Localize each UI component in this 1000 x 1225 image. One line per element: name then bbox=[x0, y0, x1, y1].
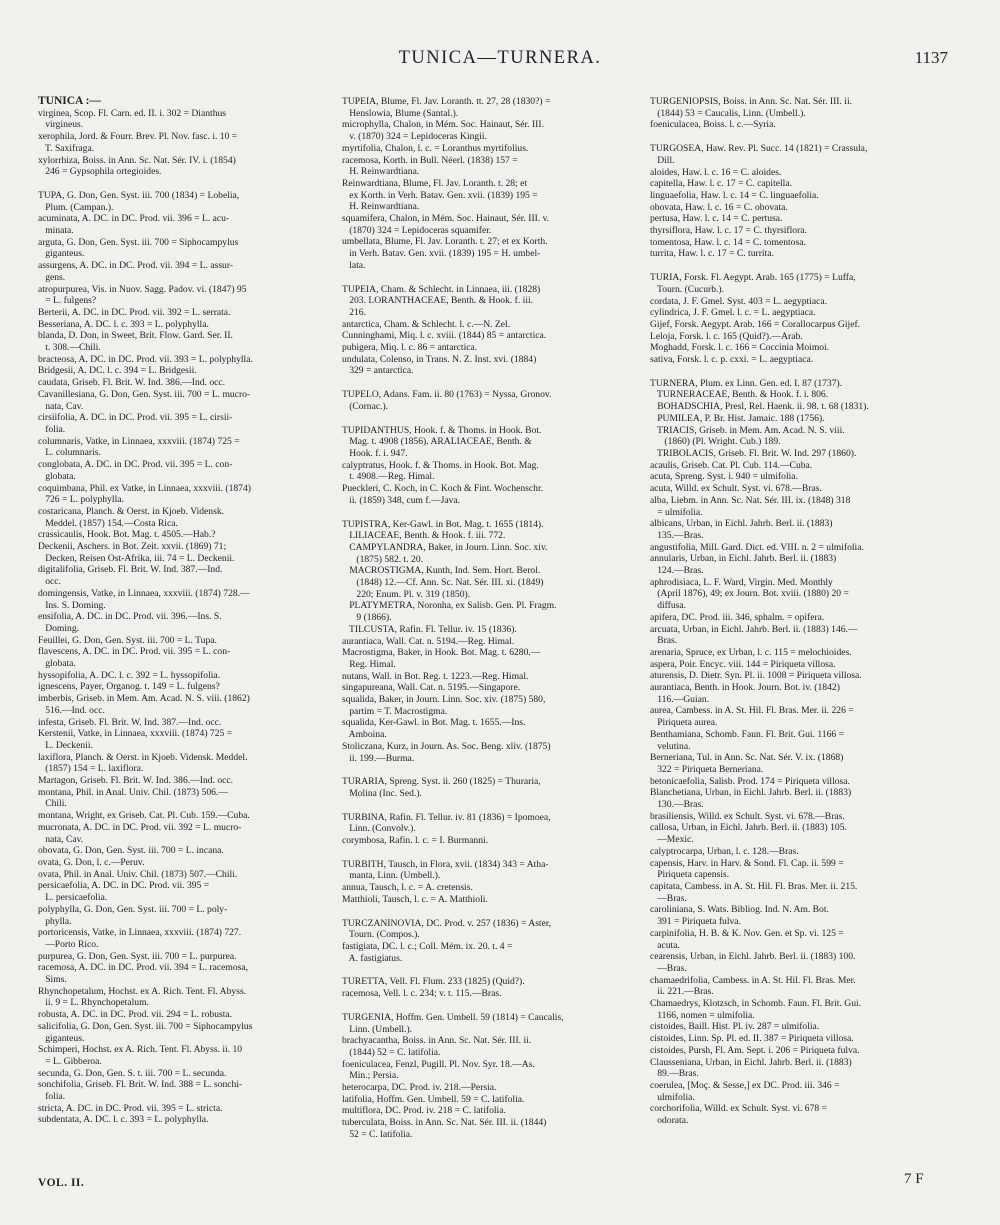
entry-line: TILCUSTA, Rafin. Fl. Tellur. iv. 15 (1836). bbox=[342, 623, 517, 635]
entry-line: brachyacantha, Boiss. in Ann. Sc. Nat. Sér. III. ii. bbox=[342, 1035, 532, 1047]
entry-line: Berneriana, Tul. in Ann. Sc. Nat. Sér. V. ix. (1868) bbox=[650, 752, 844, 764]
entry-line: squalida, Baker, in Journ. Linn. Soc. xiv. (1875) 580, bbox=[342, 694, 546, 706]
entry-line: Kerstenii, Vatke, in Linnaea, xxxviii. (1874) 725 = bbox=[38, 728, 233, 740]
entry-line: t. 308.—Chili. bbox=[38, 342, 101, 354]
entry-line: aurea, Cambess. in A. St. Hil. Fl. Bras. Mer. ii. 226 = bbox=[650, 705, 854, 717]
entry-line: (1844) 53 = Caucalis, Linn. (Umbell.). bbox=[650, 107, 806, 119]
entry-line: Sims. bbox=[38, 974, 67, 986]
entry-line: (Cornac.). bbox=[342, 400, 389, 412]
entry-line: obovata, G. Don, Gen. Syst. iii. 700 = L. incana. bbox=[38, 845, 224, 857]
entry-line: 246 = Gypsophila ortegioides. bbox=[38, 166, 162, 178]
entry-line: TURBITH, Tausch, in Flora, xvii. (1834) 343 = Atha- bbox=[342, 858, 549, 870]
entry-line: TURNERACEAE, Benth. & Hook. f. i. 806. bbox=[650, 389, 829, 401]
entry-line: diffusa. bbox=[650, 600, 687, 612]
entry-line: calyptratus, Hook. f. & Thoms. in Hook. Bot. Mag. bbox=[342, 459, 539, 471]
entry-line: Besseriana, A. DC. l. c. 393 = L. polyphylla. bbox=[38, 318, 209, 330]
entry-line: digitalifolia, Griseb. Fl. Brit. W. Ind. 387.—Ind. bbox=[38, 564, 223, 576]
entry-line: globata. bbox=[38, 658, 76, 670]
entry-line: TRIBOLACIS, Griseb. Fl. Brit. W. Ind. 297 (1860). bbox=[650, 447, 857, 459]
entry-line: Decken, Reisen Ost-Afrika, iii. 74 = L. Deckenii. bbox=[38, 552, 235, 564]
entry-line: TURGOSEA, Haw. Rev. Pl. Succ. 14 (1821) = Crassula, bbox=[650, 143, 868, 155]
entry-line: Deckenii, Aschers. in Bot. Zeit. xxvii. (1869) 71; bbox=[38, 541, 227, 553]
entry-line: TRIACIS, Griseb. in Mem. Am. Acad. N. S. viii. bbox=[650, 424, 845, 436]
index-entry bbox=[650, 272, 962, 366]
entry-line: annua, Tausch, l. c. = A. cretensis. bbox=[342, 882, 473, 894]
entry-line: aloides, Haw. l. c. 16 = C. aloides. bbox=[650, 166, 782, 178]
entry-line: domingensis, Vatke, in Linnaea, xxxviii. (1874) 728.— bbox=[38, 587, 250, 599]
entry-line: acuta, Willd. ex Schult. Syst. vi. 678.—Bras. bbox=[650, 483, 822, 495]
entry-line: montana, Phil. in Anal. Univ. Chil. (1873) 506.— bbox=[38, 786, 228, 798]
entry-line: mucronata, A. DC. in DC. Prod. vii. 392 = L. mucro- bbox=[38, 821, 242, 833]
entry-line: blanda, D. Don, in Sweet, Brit. Flow. Gard. Ser. II. bbox=[38, 330, 233, 342]
entry-line: acaulis, Griseb. Cat. Pl. Cub. 114.—Cuba. bbox=[650, 459, 813, 471]
entry-line: (April 1876), 49; ex Journ. Bot. xviii. (1880) 20 = bbox=[650, 588, 849, 600]
entry-line: turrita, Haw. l. c. 17 = C. turrita. bbox=[650, 248, 774, 260]
entry-line: infesta, Griseb. Fl. Brit. W. Ind. 387.—Ind. occ. bbox=[38, 716, 222, 728]
entry-line: Cavanillesiana, G. Don, Gen. Syst. iii. 700 = L. mucro- bbox=[38, 388, 251, 400]
entry-line: myrtifolia, Chalon, l. c. = Loranthus myrtifolius. bbox=[342, 142, 529, 154]
entry-line: 135.—Bras. bbox=[650, 529, 704, 541]
entry-line: Henslowia, Blume (Santal.). bbox=[342, 107, 459, 119]
entry-line: pertusa, Haw. l. c. 14 = C. pertusa. bbox=[650, 213, 783, 225]
entry-line: minata. bbox=[38, 225, 74, 237]
entry-line: BOHADSCHIA, Presl, Rel. Haenk. ii. 98. t. 68 (1831). bbox=[650, 401, 869, 413]
entry-line: TUPA, G. Don, Gen. Syst. iii. 700 (1834) = Lobelia, bbox=[38, 189, 240, 201]
entry-line: Ins. S. Doming. bbox=[38, 599, 106, 611]
entry-line: TUPISTRA, Ker-Gawl. in Bot. Mag. t. 1655 (1814). bbox=[342, 518, 544, 530]
column-2 bbox=[342, 96, 634, 1153]
entry-line: ovata, G. Don, l. c.—Peruv. bbox=[38, 857, 145, 868]
entry-line: (1844) 52 = C. latifolia. bbox=[342, 1046, 441, 1058]
entry-line: albicans, Urban, in Eichl. Jahrb. Berl. ii. (1883) bbox=[650, 518, 833, 530]
entry-line: nutans, Wall. in Bot. Reg. t. 1223.—Reg. Himal. bbox=[342, 670, 529, 682]
entry-line: 203. LORANTHACEAE, Benth. & Hook. f. iii. bbox=[342, 295, 534, 307]
entry-line: TURIA, Forsk. Fl. Aegypt. Arab. 165 (1775) = Luffa, bbox=[650, 272, 856, 284]
entry-line: (1860) (Pl. Wright. Cub.) 189. bbox=[650, 436, 781, 448]
entry-line: v. (1870) 324 = Lepidoceras Kingii. bbox=[342, 131, 487, 143]
entry-line: TUPEIA, Cham. & Schlecht. in Linnaea, iii. (1828) bbox=[342, 283, 541, 295]
entry-line: TUPELO, Adans. Fam. ii. 80 (1763) = Nyssa, Gronov. bbox=[342, 389, 552, 401]
entry-line: 216. bbox=[342, 306, 366, 318]
entry-line: umbellata, Blume, Fl. Jav. Loranth. t. 27; et ex Korth. bbox=[342, 236, 548, 248]
entry-line: Molina (Inc. Sed.). bbox=[342, 787, 422, 799]
entry-line: MACROSTIGMA, Kunth, Ind. Sem. Hort. Berol. bbox=[342, 565, 541, 577]
entry-line: partim = T. Macrostigma. bbox=[342, 705, 448, 717]
index-entry bbox=[650, 143, 962, 260]
entry-line: portoricensis, Vatke, in Linnaea, xxxviii. (1874) 727. bbox=[38, 927, 242, 939]
entry-line: Amboina. bbox=[342, 729, 387, 741]
entry-line: ex Korth. in Verh. Batav. Gen. xvii. (1839) 195 = bbox=[342, 189, 538, 201]
entry-line: in Verh. Batav. Gen. xvii. (1839) 195 = H. umbel- bbox=[342, 248, 541, 260]
entry-line: Reg. Himal. bbox=[342, 658, 396, 670]
entry-line: apifera, DC. Prod. iii. 346, sphalm. = opifera. bbox=[650, 611, 825, 623]
entry-line: squalida, Ker-Gawl. in Bot. Mag. t. 1655.—Ins. bbox=[342, 717, 526, 729]
entry-line: aurantiaca, Benth. in Hook. Journ. Bot. iv. (1842) bbox=[650, 682, 840, 694]
entry-line: foeniculacea, Fenzl, Pugill. Pl. Nov. Syr. 18.—As. bbox=[342, 1058, 535, 1070]
page-number: 1137 bbox=[914, 48, 948, 67]
entry-line: acuta, Spreng. Syst. i. 940 = ulmifolia. bbox=[650, 471, 798, 483]
entry-line: (1857) 154 = L. laxiflora. bbox=[38, 763, 144, 775]
entry-line: arenaria, Spruce, ex Urban, l. c. 115 = melochioides. bbox=[650, 646, 852, 658]
entry-line: 220; Enum. Pl. v. 319 (1850). bbox=[342, 588, 471, 600]
entry-line: t. 4908.—Reg. Himal. bbox=[342, 471, 435, 483]
entry-line: phylla. bbox=[38, 915, 72, 927]
entry-line: 130.—Bras. bbox=[650, 799, 704, 811]
entry-line: cirsiifolia, A. DC. in DC. Prod. vii. 395 = L. cirsii- bbox=[38, 412, 233, 424]
entry-line: cylindrica, J. F. Gmel. l. c. = L. aegyptiaca. bbox=[650, 307, 816, 319]
section-heading: TUNICA :— bbox=[38, 95, 101, 107]
entry-line: velutina. bbox=[650, 740, 691, 752]
entry-line: odorata. bbox=[650, 1115, 689, 1127]
index-entry bbox=[342, 425, 634, 507]
entry-line: occ. bbox=[38, 576, 61, 588]
entry-line: ignescens, Payer, Organog. t. 149 = L. fulgens? bbox=[38, 681, 220, 693]
entry-line: 116.—Guian. bbox=[650, 693, 710, 705]
entry-line: T. Saxifraga. bbox=[38, 142, 95, 154]
entry-line: antarctica, Cham. & Schlecht. l. c.—N. Zel. bbox=[342, 318, 511, 330]
entry-line: salicifolia, G. Don, Gen. Syst. iii. 700 = Siphocampylus bbox=[38, 1020, 253, 1032]
entry-line: ii. 199.—Burma. bbox=[342, 752, 415, 764]
entry-line: capensis, Harv. in Harv. & Sond. Fl. Cap. ii. 599 = bbox=[650, 857, 844, 869]
entry-line: robusta, A. DC. in DC. Prod. vii. 294 = L. robusta. bbox=[38, 1009, 233, 1021]
entry-line: Chili. bbox=[38, 798, 67, 810]
entry-line: callosa, Urban, in Eichl. Jahrb. Berl. ii. (1883) 105. bbox=[650, 822, 847, 834]
entry-line: TUPEIA, Blume, Fl. Jav. Loranth. tt. 27, 28 (1830?) = bbox=[342, 96, 551, 107]
entry-line: TURBINA, Rafin. Fl. Tellur. iv. 81 (1836) = Ipomoea, bbox=[342, 811, 551, 823]
entry-line: TURGENIA, Hoffm. Gen. Umbell. 59 (1814) = Caucalis, bbox=[342, 1011, 564, 1023]
entry-line: racemosa, A. DC. in DC. Prod. vii. 394 = L. racemosa, bbox=[38, 962, 249, 974]
entry-line: obovata, Haw. l. c. 16 = C. obovata. bbox=[650, 201, 788, 213]
entry-line: giganteus. bbox=[38, 248, 85, 260]
entry-line: sonchifolia, Griseb. Fl. Brit. W. Ind. 388 = L. sonchi- bbox=[38, 1079, 243, 1091]
index-entry bbox=[342, 776, 634, 799]
entry-line: Benthamiana, Schomb. Faun. Fl. Brit. Gui. 1166 = bbox=[650, 728, 844, 740]
entry-line: linguaefolia, Haw. l. c. 14 = C. linguaefolia. bbox=[650, 189, 819, 201]
entry-line: ensifolia, A. DC. in DC. Prod. vii. 396.—Ins. S. bbox=[38, 611, 222, 623]
entry-line: Cunninghami, Miq. l. c. xviii. (1844) 85 = antarctica. bbox=[342, 330, 547, 342]
index-entry bbox=[342, 284, 634, 378]
entry-line: ii. (1859) 348, cum f.—Java. bbox=[342, 494, 461, 506]
entry-line: polyphylla, G. Don, Gen. Syst. iii. 700 = L. poly- bbox=[38, 903, 228, 915]
entry-line: angustifolia, Mill. Gard. Dict. ed. VIII. n. 2 = ulmifolia. bbox=[650, 541, 864, 553]
entry-line: 9 (1866). bbox=[342, 612, 392, 624]
entry-line: virgineus. bbox=[38, 119, 84, 131]
entry-line: 89.—Bras. bbox=[650, 1068, 699, 1080]
entry-line: Tourn. (Compos.). bbox=[342, 929, 420, 941]
entry-line: squamifera, Chalon, in Mém. Soc. Hainaut, Sér. III. v. bbox=[342, 213, 550, 225]
entry-line: montana, Wright, ex Griseb. Cat. Pl. Cub. 159.—Cuba. bbox=[38, 810, 250, 822]
entry-line: = ulmifolia. bbox=[650, 506, 703, 518]
entry-line: (1870) 324 = Lepidoceras squamifer. bbox=[342, 224, 492, 236]
entry-line: Feuillei, G. Don, Gen. Syst. iii. 700 = L. Tupa. bbox=[38, 634, 217, 646]
entry-line: acuta. bbox=[650, 939, 680, 951]
entry-line: multiflora, DC. Prod. iv. 218 = C. latifolia. bbox=[342, 1105, 506, 1117]
entry-line: 726 = L. polyphylla. bbox=[38, 494, 124, 506]
index-entry bbox=[342, 519, 634, 765]
entry-line: caroliniana, S. Wats. Bibliog. Ind. N. Am. Bot. bbox=[650, 904, 829, 916]
volume-label: VOL. II. bbox=[38, 1177, 85, 1189]
entry-line: ii. 221.—Bras. bbox=[650, 986, 714, 998]
entry-line: PUMILEA, P. Br. Hist. Jamaic. 188 (1756). bbox=[650, 412, 825, 424]
entry-line: Berterii, A. DC. in DC. Prod. vii. 392 = L. serrata. bbox=[38, 306, 231, 318]
entry-line: acuminata, A. DC. in DC. Prod. vii. 396 = L. acu- bbox=[38, 213, 230, 225]
entry-line: undulata, Colenso, in Trans. N. Z. Inst. xvi. (1884) bbox=[342, 353, 537, 365]
entry-line: racemosa, Korth. in Bull. Néerl. (1838) 157 = bbox=[342, 154, 518, 166]
entry-line: Plum. (Campan.). bbox=[38, 201, 114, 213]
index-entry bbox=[342, 96, 634, 272]
entry-line: Mag. t. 4908 (1856). ARALIACEAE, Benth. & bbox=[342, 436, 532, 448]
entry-line: Min.; Persia. bbox=[342, 1070, 399, 1082]
entry-line: LILIACEAE, Benth. & Hook. f. iii. 772. bbox=[342, 530, 506, 542]
entry-line: PLATYMETRA, Noronha, ex Salisb. Gen. Pl. Fragm. bbox=[342, 600, 557, 612]
entry-line: 1166, nomen = ulmifolia. bbox=[650, 1009, 755, 1021]
entry-line: secunda, G. Don, Gen. S. t. iii. 700 = L. secunda. bbox=[38, 1067, 227, 1079]
entry-line: virginea, Scop. Fl. Carn. ed. II. i. 302 = Dianthus bbox=[38, 107, 227, 119]
entry-line: arguta, G. Don, Gen. Syst. iii. 700 = Siphocampylus bbox=[38, 236, 239, 248]
entry-line: Leloja, Forsk. l. c. 165 (Quid?).—Arab. bbox=[650, 330, 803, 342]
entry-line: purpurea, G. Don, Gen. Syst. iii. 700 = L. purpurea. bbox=[38, 950, 237, 962]
entry-line: heterocarpa, DC. Prod. iv. 218.—Persia. bbox=[342, 1082, 497, 1094]
entry-line: cearensis, Urban, in Eichl. Jahrb. Berl. ii. (1883) 100. bbox=[650, 951, 856, 963]
entry-line: ovata, Phil. in Anal. Univ. Chil. (1873) 507.—Chili. bbox=[38, 868, 238, 880]
entry-line: TUPIDANTHUS, Hook. f. & Thoms. in Hook. Bot. bbox=[342, 424, 542, 436]
entry-line: Rhynchopetalum, Hochst. ex A. Rich. Tent. Fl. Abyss. bbox=[38, 985, 247, 997]
index-entry bbox=[342, 918, 634, 965]
entry-line: 124.—Bras. bbox=[650, 565, 704, 577]
entry-line: Pueckleri, C. Koch, in C. Koch & Fint. Wochenschr. bbox=[342, 483, 544, 495]
entry-line: corchorifolia, Willd. ex Schult. Syst. vi. 678 = bbox=[650, 1103, 827, 1115]
entry-line: calyptrocarpa, Urban, l. c. 128.—Bras. bbox=[650, 845, 799, 857]
entry-line: columnaris, Vatke, in Linnaea, xxxviii. (1874) 725 = bbox=[38, 435, 240, 447]
entry-line: persicaefolia, A. DC. in DC. Prod. vii. 395 = bbox=[38, 880, 210, 892]
entry-line: capitella, Haw. l. c. 17 = C. capitella. bbox=[650, 178, 792, 190]
entry-line: cordata, J. F. Gmel. Syst. 403 = L. aegyptiaca. bbox=[650, 295, 828, 307]
entry-line: hyssopifolia, A. DC. l. c. 392 = L. hyssopifolia. bbox=[38, 669, 221, 681]
entry-line: Doming. bbox=[38, 622, 80, 634]
entry-line: H. Reinwardtiana. bbox=[342, 201, 420, 213]
entry-line: thyrsiflora, Haw. l. c. 17 = C. thyrsiflora. bbox=[650, 225, 807, 237]
index-entry bbox=[342, 1012, 634, 1141]
entry-line: Dill. bbox=[650, 154, 675, 166]
entry-line: flavescens, A. DC. in DC. Prod. vii. 395 = L. con- bbox=[38, 646, 231, 658]
entry-line: Reinwardtiana, Blume, Fl. Jav. Loranth. t. 28; et bbox=[342, 177, 528, 189]
entry-line: nata, Cav. bbox=[38, 400, 84, 412]
entry-line: Macrostigma, Baker, in Hook. Bot. Mag. t. 6280.— bbox=[342, 647, 541, 659]
entry-line: Schimperi, Hochst. ex A. Rich. Tent. Fl. Abyss. ii. 10 bbox=[38, 1044, 243, 1056]
entry-line: Martagon, Griseb. Fl. Brit. W. Ind. 386.—Ind. occ. bbox=[38, 775, 234, 787]
index-entry bbox=[38, 190, 330, 1126]
entry-line: bracteosa, A. DC. in DC. Prod. vii. 393 = L. polyphylla. bbox=[38, 353, 253, 365]
entry-line: fastigiata, DC. l. c.; Coll. Mém. ix. 20. t. 4 = bbox=[342, 941, 513, 952]
entry-line: singapureana, Wall. Cat. n. 5195.—Singapore. bbox=[342, 682, 521, 694]
entry-line: coerulea, [Moç. & Sesse,] ex DC. Prod. iii. 346 = bbox=[650, 1079, 840, 1091]
entry-line: TURETTA, Vell. Fl. Flum. 233 (1825) (Quid?). bbox=[342, 976, 525, 988]
page-header bbox=[0, 48, 1000, 78]
entry-line: ii. 9 = L. Rhynchopetalum. bbox=[38, 997, 149, 1009]
entry-line: aturensis, D. Dietr. Syn. Pl. ii. 1008 = Piriqueta villosa. bbox=[650, 670, 862, 682]
entry-line: Linn. (Convolv.). bbox=[342, 823, 416, 835]
index-entry bbox=[38, 108, 330, 178]
index-entry bbox=[342, 812, 634, 847]
entry-line: Piriqueta aurea. bbox=[650, 717, 718, 729]
entry-line: laxiflora, Planch. & Oerst. in Kjoeb. Vidensk. Meddel. bbox=[38, 751, 248, 763]
entry-line: chamaedrifolia, Cambess. in A. St. Hil. Fl. Bras. Mer. bbox=[650, 974, 856, 986]
entry-line: Bras. bbox=[650, 635, 678, 647]
entry-line: —Mexic. bbox=[650, 834, 694, 846]
entry-line: costaricana, Planch. & Oerst. in Kjoeb. Vidensk. bbox=[38, 505, 225, 517]
entry-line: folia. bbox=[38, 1091, 66, 1103]
entry-line: assurgens, A. DC. in DC. Prod. vii. 394 = L. assur- bbox=[38, 260, 234, 272]
entry-line: pubigera, Miq. l. c. 86 = antarctica. bbox=[342, 342, 478, 354]
entry-line: 52 = C. latifolia. bbox=[342, 1128, 413, 1140]
entry-line: aspera, Poir. Encyc. viii. 144 = Piriqueta villosa. bbox=[650, 658, 836, 670]
entry-line: capitata, Cambess. in A. St. Hil. Fl. Bras. Mer. ii. 215. bbox=[650, 881, 858, 892]
entry-line: coquimbana, Phil. ex Vatke, in Linnaea, xxxviii. (1874) bbox=[38, 482, 251, 494]
entry-line: atropurpurea, Vis. in Nuov. Sagg. Padov. vi. (1847) 95 bbox=[38, 283, 247, 295]
entry-line: 322 = Piriqueta Berneriana. bbox=[650, 763, 764, 775]
column-1 bbox=[38, 96, 330, 1138]
entry-line: arcuata, Urban, in Eichl. Jahrb. Berl. ii. (1883) 146.— bbox=[650, 623, 858, 635]
entry-line: microphylla, Chalon, in Mém. Soc. Hainaut, Sér. III. bbox=[342, 119, 544, 131]
entry-line: TURNERA, Plum. ex Linn. Gen. ed. I. 87 (1737). bbox=[650, 377, 843, 389]
entry-line: Gijef, Forsk. Aegypt. Arab. 166 = Corallocarpus Gijef. bbox=[650, 318, 861, 330]
entry-line: Matthioli, Tausch, l. c. = A. Matthioli. bbox=[342, 893, 488, 905]
entry-line: A. fastigiatus. bbox=[342, 952, 403, 964]
entry-line: imberbis, Griseb. in Mem. Am. Acad. N. S. viii. (1862) bbox=[38, 693, 250, 705]
entry-line: L. persicaefolia. bbox=[38, 892, 108, 904]
entry-line: Hook. f. i. 947. bbox=[342, 447, 408, 459]
entry-line: Piriqueta capensis. bbox=[650, 869, 730, 881]
entry-line: Meddel. (1857) 154.—Costa Rica. bbox=[38, 517, 178, 529]
entry-line: stricta, A. DC. in DC. Prod. vii. 395 = L. stricta. bbox=[38, 1102, 223, 1114]
entry-line: annularis, Urban, in Eichl. Jahrb. Berl. ii. (1883) bbox=[650, 553, 837, 565]
entry-line: brasiliensis, Willd. ex Schult. Syst. vi. 678.—Bras. bbox=[650, 810, 845, 822]
entry-line: = L. fulgens? bbox=[38, 295, 97, 307]
entry-line: betonicaefolia, Salisb. Prod. 174 = Piriqueta villosa. bbox=[650, 775, 850, 787]
entry-line: giganteus. bbox=[38, 1032, 85, 1044]
running-head: TUNICA—TURNERA. bbox=[398, 48, 602, 68]
entry-line: 329 = antarctica. bbox=[342, 365, 414, 377]
entry-line: Clausseniana, Urban, in Eichl. Jahrb. Berl. ii. (1883) bbox=[650, 1056, 852, 1068]
entry-line: aphrodisiaca, L. F. Ward, Virgin. Med. Monthly bbox=[650, 576, 833, 588]
entry-line: = L. Gibberoa. bbox=[38, 1055, 102, 1067]
entry-line: 516.—Ind. occ. bbox=[38, 704, 105, 716]
index-entry bbox=[650, 96, 962, 131]
entry-line: nata, Cav. bbox=[38, 833, 84, 845]
entry-line: Moghadd, Forsk. l. c. 166 = Coccinia Moimoi. bbox=[650, 342, 830, 354]
entry-line: (1848) 12.—Cf. Ann. Sc. Nat. Sér. III. xi. (1849) bbox=[342, 577, 544, 589]
entry-line: sativa, Forsk. l. c. p. cxxi. = L. aegyptiaca. bbox=[650, 354, 814, 366]
entry-line: carpinifolia, H. B. & K. Nov. Gen. et Sp. vi. 125 = bbox=[650, 927, 844, 939]
entry-line: Tourn. (Cucurb.). bbox=[650, 283, 725, 295]
entry-line: ulmifolia. bbox=[650, 1091, 695, 1103]
entry-line: manta, Linn. (Umbell.). bbox=[342, 870, 441, 882]
entry-line: —Bras. bbox=[650, 892, 687, 904]
entry-line: foeniculacea, Boiss. l. c.—Syria. bbox=[650, 119, 776, 131]
signature-mark: 7 F bbox=[904, 1171, 924, 1187]
entry-line: cistoides, Linn. Sp. Pl. ed. II. 387 = Piriqueta villosa. bbox=[650, 1033, 854, 1045]
entry-line: lata. bbox=[342, 259, 366, 271]
entry-line: crassicaulis, Hook. Bot. Mag. t. 4505.—Hab.? bbox=[38, 529, 216, 541]
entry-line: globata. bbox=[38, 470, 76, 482]
entry-line: H. Reinwardtiana. bbox=[342, 166, 420, 178]
entry-line: L. columnaris. bbox=[38, 447, 101, 459]
entry-line: latifolia, Hoffm. Gen. Umbell. 59 = C. latifolia. bbox=[342, 1093, 525, 1105]
entry-line: conglobata, A. DC. in DC. Prod. vii. 395 = L. con- bbox=[38, 459, 233, 471]
entry-line: aurantiaca, Wall. Cat. n. 5194.—Reg. Himal. bbox=[342, 635, 515, 647]
entry-line: —Bras. bbox=[650, 962, 687, 974]
entry-line: caudata, Griseb. Fl. Brit. W. Ind. 386.—Ind. occ. bbox=[38, 377, 226, 389]
entry-line: 391 = Piriqueta fulva. bbox=[650, 916, 741, 928]
entry-line: Stoliczana, Kurz, in Journ. As. Soc. Beng. xliv. (1875) bbox=[342, 740, 551, 752]
entry-line: cistoides, Pursh, Fl. Am. Sept. i. 206 = Piriqueta fulva. bbox=[650, 1044, 860, 1056]
column-3 bbox=[650, 96, 962, 1139]
entry-line: corymbosa, Rafin. l. c. = I. Burmanni. bbox=[342, 835, 489, 847]
entry-line: Linn. (Umbell.). bbox=[342, 1023, 413, 1035]
entry-line: Blanchetiana, Urban, in Eichl. Jahrb. Berl. ii. (1883) bbox=[650, 787, 852, 799]
entry-line: (1875) 582. t. 20. bbox=[342, 553, 424, 565]
entry-line: TURARIA, Spreng. Syst. ii. 260 (1825) = Thuraria, bbox=[342, 776, 541, 788]
entry-line: —Porto Rico. bbox=[38, 938, 99, 950]
entry-line: tuberculata, Boiss. in Ann. Sc. Nat. Sér. III. ii. (1844) bbox=[342, 1117, 547, 1129]
index-entry bbox=[650, 378, 962, 1127]
entry-line: gens. bbox=[38, 271, 66, 283]
entry-line: L. Deckenii. bbox=[38, 739, 93, 751]
entry-line: alba, Liebm. in Ann. Sc. Nat. Sér. III. ix. (1848) 318 bbox=[650, 494, 851, 506]
index-entry bbox=[342, 389, 634, 412]
entry-line: Chamaedrys, Klotzsch, in Schomb. Faun. Fl. Brit. Gui. bbox=[650, 998, 862, 1010]
entry-line: tomentosa, Haw. l. c. 14 = C. tomentosa. bbox=[650, 236, 806, 248]
index-entry bbox=[342, 859, 634, 906]
entry-line: TURCZANINOVIA, DC. Prod. v. 257 (1836) = Aster, bbox=[342, 917, 552, 929]
entry-line: CAMPYLANDRA, Baker, in Journ. Linn. Soc. xiv. bbox=[342, 541, 548, 553]
entry-line: Bridgesii, A. DC. l. c. 394 = L. Bridgesii. bbox=[38, 365, 197, 377]
entry-line: cistoides, Baill. Hist. Pl. iv. 287 = ulmifolia. bbox=[650, 1021, 820, 1033]
entry-line: folia. bbox=[38, 423, 66, 435]
entry-line: racemosa, Vell. l. c. 234; v. t. 115.—Bras. bbox=[342, 988, 502, 1000]
entry-line: xylorrhiza, Boiss. in Ann. Sc. Nat. Sér. IV. i. (1854) bbox=[38, 154, 236, 166]
entry-line: subdentata, A. DC. l. c. 393 = L. polyphylla. bbox=[38, 1114, 209, 1126]
index-entry bbox=[342, 976, 634, 999]
entry-line: xerophila, Jord. & Fourr. Brev. Pl. Nov. fasc. i. 10 = bbox=[38, 131, 238, 143]
entry-line: TURGENIOPSIS, Boiss. in Ann. Sc. Nat. Sér. III. ii. bbox=[650, 96, 853, 107]
